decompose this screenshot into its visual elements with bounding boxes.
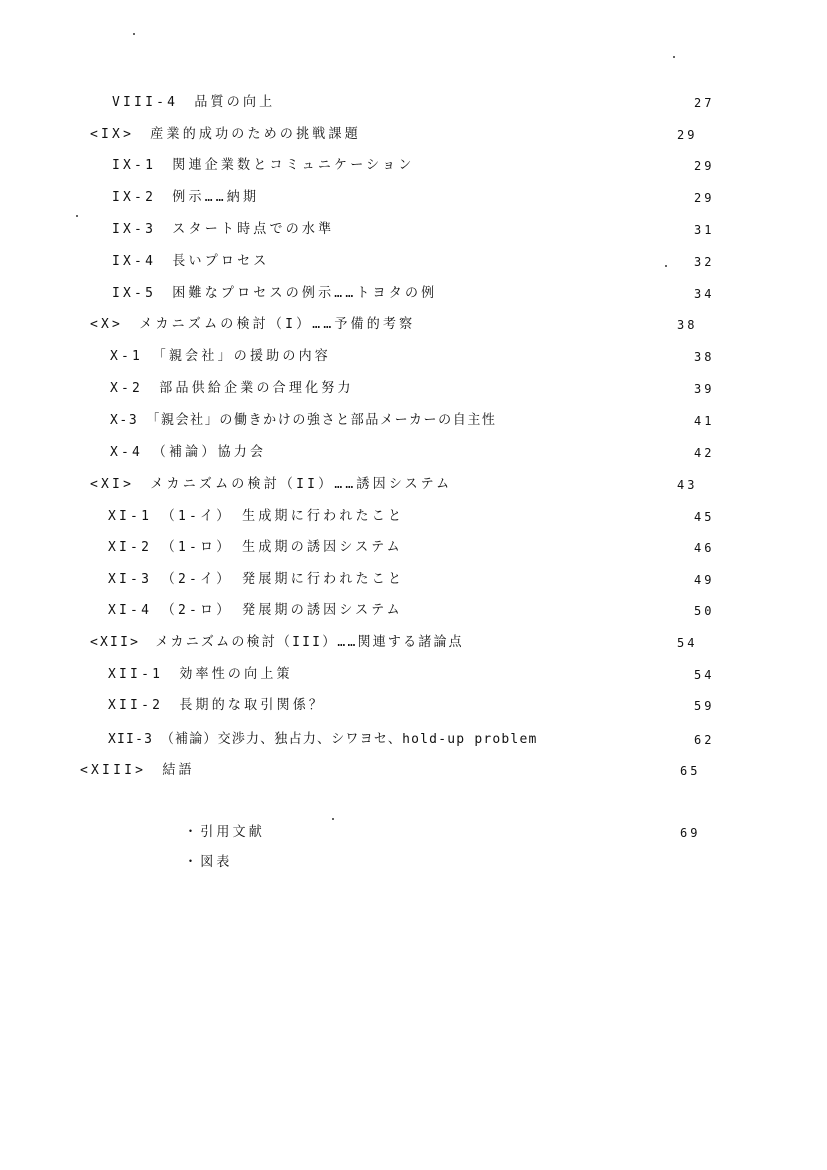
toc-chapter-page: 54 [677,636,698,650]
toc-entry-label: XII-2 長期的な取引関係？ [108,697,326,714]
toc-entry [0,346,827,368]
toc-entry [0,283,827,305]
toc-entry-page: 54 [694,668,715,682]
toc-entry-page: 50 [694,604,715,618]
toc-entry-label: IX-4 長いプロセス [112,253,270,270]
toc-entry-label: XII-1 効率性の向上策 [108,666,293,683]
toc-entry-label: XI-3 （2-イ） 発展期に行われたこと [108,571,405,588]
toc-chapter-page: 65 [680,764,701,778]
toc-entry-page: 59 [694,699,715,713]
toc-chapter [0,760,827,782]
toc-appendix-label: ・図表 [184,854,233,871]
toc-appendix-page: 69 [680,826,701,840]
toc-entry [0,729,827,751]
toc-entry-page: 62 [694,733,715,747]
toc-entry-page: 31 [694,223,715,237]
toc-entry-page: 45 [694,510,715,524]
toc-entry [0,155,827,177]
toc-entry-label: XII-3 （補論）交渉力、独占力、シワヨセ、hold-up problem [108,731,538,748]
toc-entry [0,442,827,464]
toc-entry [0,378,827,400]
toc-chapter-label: <XII> メカニズムの検討（III）……関連する諸論点 [90,634,464,651]
toc-chapter-label: <IX> 産業的成功のための挑戦課題 [90,126,361,143]
toc-entry-page: 41 [694,414,715,428]
toc-entry [0,600,827,622]
toc-entry-label: X-2 部品供給企業の合理化努力 [110,380,354,397]
toc-entry-label: X-3 「親会社」の働きかけの強さと部品メーカーの自主性 [110,412,497,429]
toc-chapter-label: <XIII> 結語 [80,762,195,779]
toc-entry [0,664,827,686]
toc-entry-page: 38 [694,350,715,364]
toc-chapter-label: <XI> メカニズムの検討（II）……誘因システム [90,476,453,493]
toc-entry [0,410,827,432]
toc-entry [0,219,827,241]
toc-entry [0,569,827,591]
toc-entry-page: 46 [694,541,715,555]
toc-entry-label: IX-5 困難なプロセスの例示……トヨタの例 [112,285,438,302]
toc-chapter [0,314,827,336]
toc-entry-page: 42 [694,446,715,460]
toc-entry [0,506,827,528]
scan-speck [133,33,135,35]
toc-entry-label: IX-1 関連企業数とコミュニケーション [112,157,415,174]
toc-entry-label: IX-2 例示……納期 [112,189,260,206]
toc-entry-label: VIII-4 品質の向上 [112,94,276,111]
toc-entry-page: 39 [694,382,715,396]
toc-entry-page: 34 [694,287,715,301]
toc-entry [0,251,827,273]
toc-appendix-label: ・引用文献 [184,824,266,841]
scan-speck [332,818,334,820]
scan-speck [673,56,675,58]
toc-appendix [0,852,827,874]
toc-entry-label: X-4 （補論）協力会 [110,444,267,461]
scan-speck [76,215,78,217]
toc-entry-page: 29 [694,191,715,205]
toc-entry-page: 32 [694,255,715,269]
toc-entry [0,537,827,559]
toc-entry-page: 49 [694,573,715,587]
toc-entry-page: 27 [694,96,715,110]
toc-entry-page: 29 [694,159,715,173]
toc-entry-label: XI-4 （2-ロ） 発展期の誘因システム [108,602,403,619]
toc-chapter-page: 38 [677,318,698,332]
toc-entry-label: XI-2 （1-ロ） 生成期の誘因システム [108,539,403,556]
toc-chapter-label: <X> メカニズムの検討（I）……予備的考察 [90,316,416,333]
toc-chapter [0,474,827,496]
toc-entry [0,187,827,209]
toc-entry [0,92,827,114]
toc-appendix [0,822,827,844]
toc-chapter-page: 43 [677,478,698,492]
toc-chapter-page: 29 [677,128,698,142]
toc-entry-label: IX-3 スタート時点での水準 [112,221,335,238]
toc-chapter [0,632,827,654]
toc-entry-label: XI-1 （1-イ） 生成期に行われたこと [108,508,405,525]
toc-entry-label: X-1 「親会社」の援助の内容 [110,348,331,365]
toc-entry [0,695,827,717]
toc-chapter [0,124,827,146]
